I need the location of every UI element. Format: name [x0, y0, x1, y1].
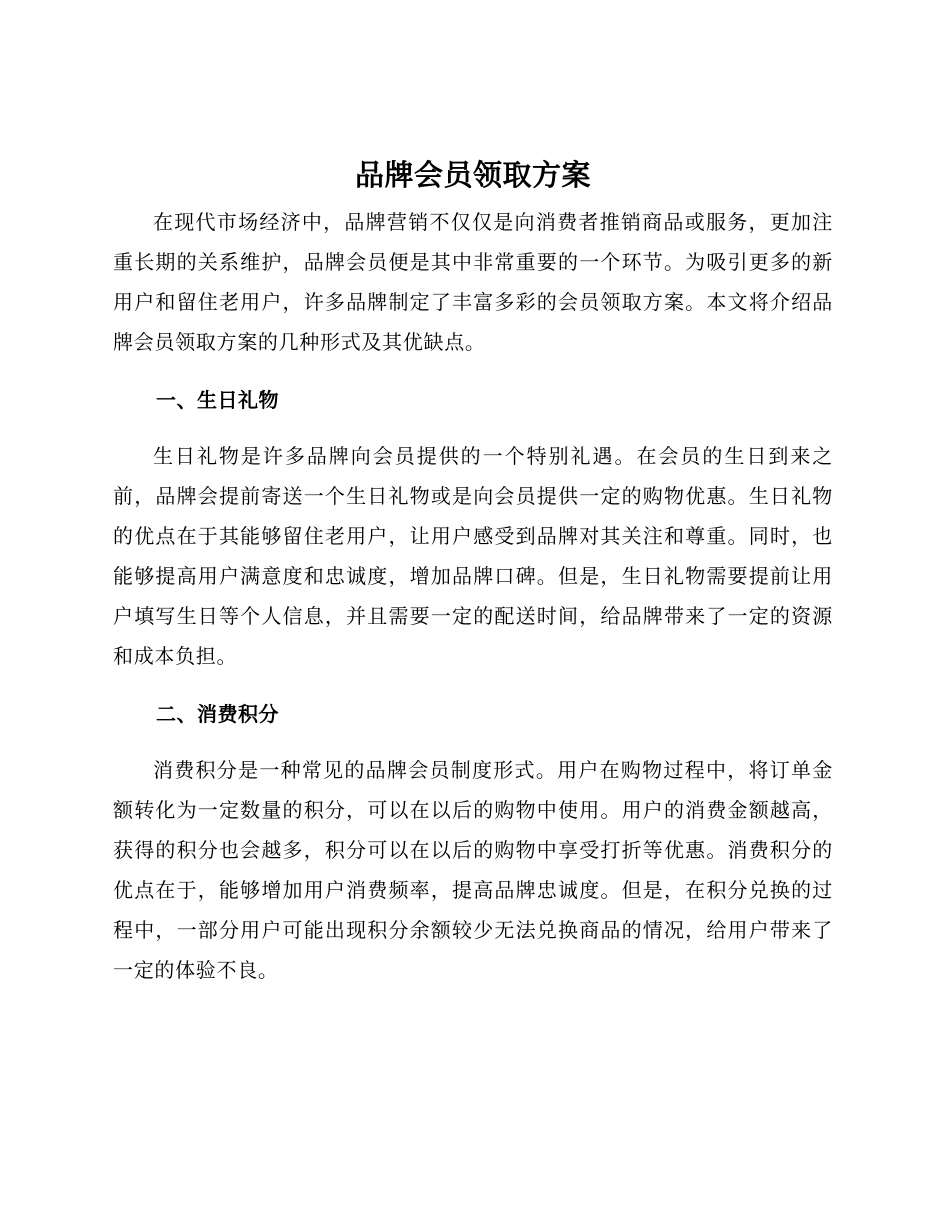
section-paragraph: 生日礼物是许多品牌向会员提供的一个特别礼遇。在会员的生日到来之前，品牌会提前寄送一个生日礼物或是向会员提供一定的购物优惠。生日礼物的优点在于其能够留住老用户，让用户感受到品牌对其关注和尊重。同时，也能够提高用户满意度和忠诚度，增加品牌口碑。但是，生日礼物需要提前让用户填写生日等个人信息，并且需要一定的配送时间，给品牌带来了一定的资源和成本负担。	[113, 444, 833, 668]
section-heading: 二、消费积分	[156, 702, 279, 726]
section-heading: 一、生日礼物	[156, 388, 279, 412]
intro-paragraph: 在现代市场经济中，品牌营销不仅仅是向消费者推销商品或服务，更加注重长期的关系维护，品牌会员便是其中非常重要的一个环节。为吸引更多的新用户和留住老用户，许多品牌制定了丰富多彩的会员领取方案。本文将介绍品牌会员领取方案的几种形式及其优缺点。	[113, 210, 833, 354]
document-page	[113, 148, 833, 990]
section-birthday-gift	[113, 380, 833, 676]
document-title: 品牌会员领取方案	[354, 158, 591, 192]
section-paragraph: 消费积分是一种常见的品牌会员制度形式。用户在购物过程中，将订单金额转化为一定数量的积分，可以在以后的购物中使用。用户的消费金额越高，获得的积分也会越多，积分可以在以后的购物中享受打折等优惠。消费积分的优点在于，能够增加用户消费频率，提高品牌忠诚度。但是，在积分兑换的过程中，一部分用户可能出现积分余额较少无法兑换商品的情况，给用户带来了一定的体验不良。	[113, 758, 833, 982]
section-consumption-points	[113, 694, 833, 990]
